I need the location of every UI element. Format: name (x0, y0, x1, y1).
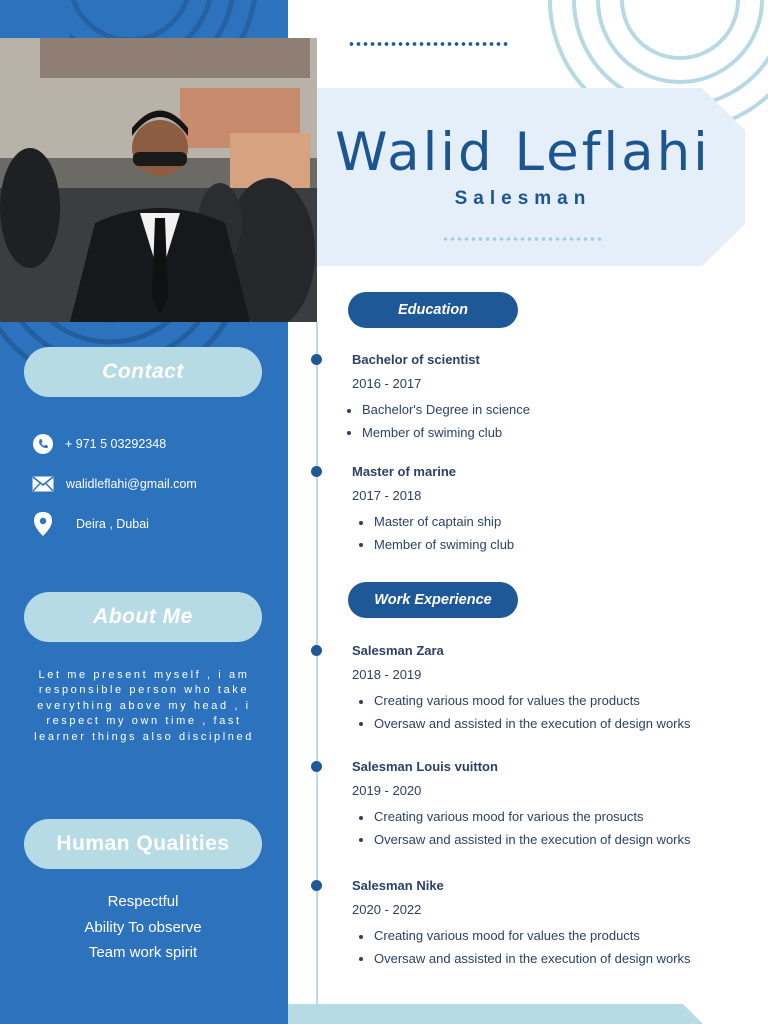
location-pin-icon (32, 513, 54, 535)
decorative-dots-top (348, 41, 510, 47)
list-item: Creating various mood for various the prosucts (352, 806, 691, 829)
about-text: Let me present myself , i am responsible person who take everything above my head , i respect my own time , fast learner things also disciplned (34, 669, 254, 743)
contact-phone (32, 433, 166, 455)
quality-item: Ability To observe (84, 919, 202, 936)
education-list (340, 399, 530, 444)
education-list (352, 511, 514, 556)
list-item: Member of swiming club (352, 534, 514, 557)
contact-heading: Contact (24, 347, 262, 397)
work-dates: 2018 - 2019 (352, 667, 422, 682)
contact-location (32, 513, 149, 535)
timeline-line (316, 322, 318, 1024)
work-dates: 2020 - 2022 (352, 902, 422, 917)
mail-icon (32, 473, 54, 495)
list-item: Creating various mood for values the products (352, 690, 691, 713)
list-item: Master of captain ship (352, 511, 514, 534)
work-list (352, 806, 691, 851)
quality-item: Respectful (107, 893, 179, 910)
phone-text: + 971 5 03292348 (65, 437, 167, 451)
work-title: Salesman Louis vuitton (352, 759, 498, 774)
timeline-dot (311, 880, 322, 891)
contact-email (32, 473, 197, 495)
quality-item: Team work spirit (88, 944, 198, 961)
phone-icon (32, 433, 54, 455)
email-text: walidleflahi@gmail.com (66, 477, 197, 491)
job-title: Salesman (454, 188, 592, 209)
work-list (352, 925, 691, 970)
education-dates: 2017 - 2018 (352, 488, 422, 503)
list-item: Member of swiming club (340, 422, 530, 445)
list-item: Creating various mood for values the products (352, 925, 691, 948)
work-title: Salesman Zara (352, 643, 444, 658)
footer-band (288, 1004, 768, 1024)
timeline-dot (311, 761, 322, 772)
about-heading: About Me (24, 592, 262, 642)
education-dates: 2016 - 2017 (352, 376, 422, 391)
list-item: Oversaw and assisted in the execution of design works (352, 713, 691, 736)
education-title: Bachelor of scientist (352, 352, 480, 367)
education-heading: Education (348, 292, 518, 328)
qualities-heading: Human Qualities (24, 819, 262, 869)
profile-photo (0, 38, 317, 322)
page-title: Walid Leflahi (335, 122, 711, 183)
work-title: Salesman Nike (352, 878, 444, 893)
work-list (352, 690, 691, 735)
timeline-dot (311, 466, 322, 477)
work-heading: Work Experience (348, 582, 518, 618)
location-text: Deira , Dubai (76, 517, 149, 531)
timeline-dot (311, 354, 322, 365)
list-item: Oversaw and assisted in the execution of design works (352, 829, 691, 852)
decorative-dots-mid (442, 236, 602, 242)
timeline-dot (311, 645, 322, 656)
work-dates: 2019 - 2020 (352, 783, 422, 798)
list-item: Oversaw and assisted in the execution of design works (352, 948, 691, 971)
education-title: Master of marine (352, 464, 457, 479)
list-item: Bachelor's Degree in science (340, 399, 530, 422)
